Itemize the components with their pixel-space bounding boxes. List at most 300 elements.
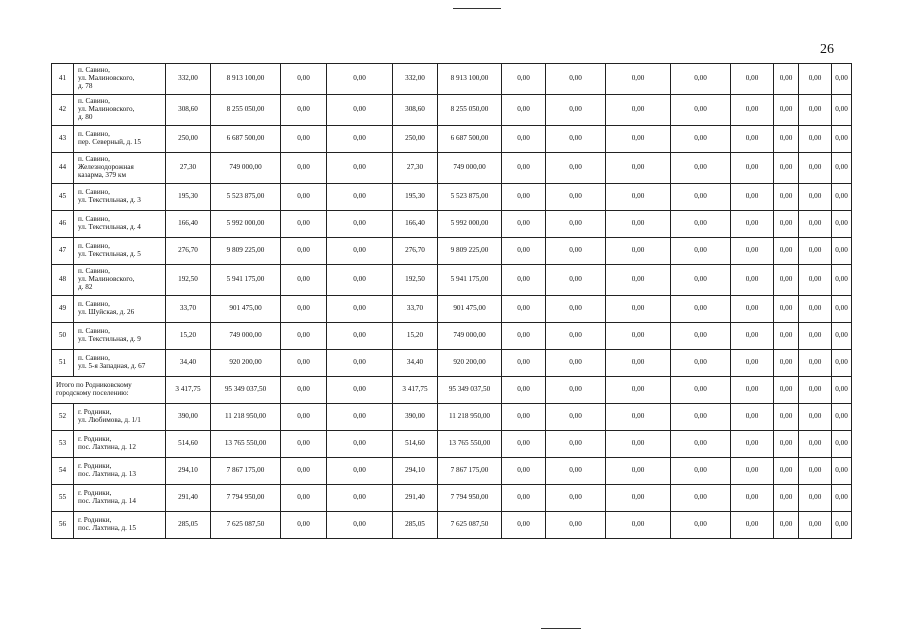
value-cell: 9 809 225,00 [438,238,502,265]
value-cell: 0,00 [502,512,546,539]
value-cell: 0,00 [774,296,799,323]
table-row [52,404,852,431]
value-cell: 166,40 [166,211,211,238]
value-cell: 0,00 [606,265,671,296]
value-cell: 0,00 [671,126,731,153]
value-cell: 0,00 [502,458,546,485]
value-cell: 0,00 [546,485,606,512]
value-cell: 0,00 [606,64,671,95]
value-cell: 0,00 [671,184,731,211]
value-cell: 0,00 [546,431,606,458]
value-cell: 0,00 [832,265,852,296]
value-cell: 294,10 [393,458,438,485]
value-cell: 0,00 [774,64,799,95]
value-cell: 0,00 [546,238,606,265]
value-cell: 285,05 [166,512,211,539]
address-line: ул. Малиновского, [78,105,135,114]
value-cell: 9 809 225,00 [211,238,281,265]
value-cell: 0,00 [799,350,832,377]
value-cell: 0,00 [327,458,393,485]
value-cell: 0,00 [774,126,799,153]
table-row [52,211,852,238]
total-value-cell: 0,00 [774,377,799,404]
table-row [52,184,852,211]
table-row [52,95,852,126]
value-cell: 5 523 875,00 [438,184,502,211]
row-number-cell: 47 [52,238,74,265]
address-line: п. Савино, [78,300,110,309]
total-value-cell: 0,00 [281,377,327,404]
address-cell [74,211,166,238]
total-value-cell: 0,00 [832,377,852,404]
value-cell: 0,00 [774,153,799,184]
address-line: ул. Любимова, д. 1/1 [78,416,141,424]
value-cell: 0,00 [671,153,731,184]
address-cell [74,238,166,265]
value-cell: 0,00 [502,265,546,296]
bottom-rule [541,628,581,629]
total-value-cell: 3 417,75 [393,377,438,404]
value-cell: 0,00 [606,431,671,458]
value-cell: 8 913 100,00 [438,64,502,95]
value-cell: 276,70 [166,238,211,265]
table-row [52,64,852,95]
value-cell: 0,00 [606,458,671,485]
value-cell: 0,00 [832,404,852,431]
value-cell: 0,00 [281,265,327,296]
value-cell: 0,00 [327,512,393,539]
value-cell: 5 941 175,00 [211,265,281,296]
address-cell [74,431,166,458]
value-cell: 0,00 [774,404,799,431]
address-line: пер. Северный, д. 15 [78,138,141,146]
value-cell: 0,00 [671,485,731,512]
value-cell: 0,00 [327,431,393,458]
value-cell: 920 200,00 [211,350,281,377]
value-cell: 0,00 [281,95,327,126]
row-number-cell: 48 [52,265,74,296]
value-cell: 0,00 [327,323,393,350]
value-cell: 308,60 [393,95,438,126]
value-cell: 0,00 [281,153,327,184]
value-cell: 0,00 [731,238,774,265]
row-number-cell: 46 [52,211,74,238]
row-number-cell: 49 [52,296,74,323]
value-cell: 0,00 [832,431,852,458]
value-cell: 195,30 [393,184,438,211]
value-cell: 0,00 [606,95,671,126]
row-number-cell: 54 [52,458,74,485]
value-cell: 0,00 [832,184,852,211]
value-cell: 514,60 [166,431,211,458]
address-line: д. 82 [78,282,93,291]
value-cell: 0,00 [606,404,671,431]
row-number-cell: 41 [52,64,74,95]
value-cell: 291,40 [166,485,211,512]
value-cell: 0,00 [671,238,731,265]
value-cell: 7 867 175,00 [211,458,281,485]
table-row [52,431,852,458]
value-cell: 0,00 [281,485,327,512]
table-row [52,458,852,485]
value-cell: 0,00 [327,404,393,431]
value-cell: 0,00 [606,296,671,323]
value-cell: 0,00 [546,211,606,238]
table-row [52,323,852,350]
value-cell: 0,00 [671,323,731,350]
value-cell: 0,00 [327,485,393,512]
value-cell: 0,00 [671,64,731,95]
value-cell: 0,00 [502,431,546,458]
value-cell: 0,00 [502,126,546,153]
value-cell: 0,00 [671,512,731,539]
value-cell: 749 000,00 [211,153,281,184]
value-cell: 166,40 [393,211,438,238]
address-line: п. Савино, [78,188,110,197]
value-cell: 7 625 087,50 [211,512,281,539]
value-cell: 0,00 [327,64,393,95]
value-cell: 0,00 [546,458,606,485]
value-cell: 7 794 950,00 [438,485,502,512]
value-cell: 749 000,00 [438,323,502,350]
value-cell: 11 218 950,00 [211,404,281,431]
address-line: г. Родники, [78,489,112,498]
value-cell: 250,00 [166,126,211,153]
row-number-cell: 52 [52,404,74,431]
address-line: п. Савино, [78,242,110,251]
value-cell: 0,00 [774,431,799,458]
address-cell [74,485,166,512]
address-line: г. Родники, [78,516,112,525]
value-cell: 0,00 [799,512,832,539]
address-line: ул. Текстильная, д. 5 [78,250,141,258]
value-cell: 7 867 175,00 [438,458,502,485]
total-value-cell: 0,00 [799,377,832,404]
value-cell: 0,00 [799,265,832,296]
total-row [52,377,852,404]
address-line: п. Савино, [78,354,110,363]
address-line: п. Савино, [78,97,110,106]
value-cell: 0,00 [774,512,799,539]
value-cell: 0,00 [671,458,731,485]
address-line: п. Савино, [78,66,110,75]
value-cell: 27,30 [393,153,438,184]
value-cell: 0,00 [799,126,832,153]
address-line: г. Родники, [78,408,112,417]
value-cell: 0,00 [606,238,671,265]
value-cell: 0,00 [502,323,546,350]
value-cell: 0,00 [774,458,799,485]
value-cell: 0,00 [799,211,832,238]
address-line: пос. Лахтина, д. 13 [78,470,136,478]
value-cell: 0,00 [832,323,852,350]
value-cell: 0,00 [832,126,852,153]
value-cell: 0,00 [327,265,393,296]
value-cell: 0,00 [774,265,799,296]
value-cell: 0,00 [546,126,606,153]
value-cell: 0,00 [731,323,774,350]
value-cell: 5 523 875,00 [211,184,281,211]
value-cell: 0,00 [502,184,546,211]
value-cell: 250,00 [393,126,438,153]
value-cell: 0,00 [606,184,671,211]
table-row [52,153,852,184]
value-cell: 0,00 [327,350,393,377]
value-cell: 0,00 [731,184,774,211]
value-cell: 0,00 [502,64,546,95]
value-cell: 0,00 [606,350,671,377]
value-cell: 332,00 [166,64,211,95]
address-cell [74,458,166,485]
table-row [52,296,852,323]
value-cell: 0,00 [832,153,852,184]
value-cell: 514,60 [393,431,438,458]
value-cell: 34,40 [393,350,438,377]
address-line: пос. Лахтина, д. 12 [78,443,136,451]
address-line: пос. Лахтина, д. 15 [78,524,136,532]
value-cell: 0,00 [546,404,606,431]
value-cell: 8 913 100,00 [211,64,281,95]
value-cell: 0,00 [502,296,546,323]
row-number-cell: 51 [52,350,74,377]
value-cell: 0,00 [546,512,606,539]
table-row [52,126,852,153]
row-number-cell: 42 [52,95,74,126]
value-cell: 0,00 [731,153,774,184]
address-line: ул. Малиновского, [78,275,135,284]
value-cell: 0,00 [546,350,606,377]
value-cell: 390,00 [166,404,211,431]
value-cell: 8 255 050,00 [438,95,502,126]
value-cell: 0,00 [546,95,606,126]
address-line: ул. 5-я Западная, д. 67 [78,362,146,370]
value-cell: 15,20 [166,323,211,350]
value-cell: 291,40 [393,485,438,512]
value-cell: 0,00 [731,512,774,539]
value-cell: 0,00 [832,95,852,126]
row-number-cell: 56 [52,512,74,539]
value-cell: 0,00 [799,485,832,512]
row-number-cell: 50 [52,323,74,350]
value-cell: 7 625 087,50 [438,512,502,539]
value-cell: 0,00 [799,431,832,458]
value-cell: 0,00 [774,238,799,265]
total-value-cell: 0,00 [502,377,546,404]
total-value-cell: 3 417,75 [166,377,211,404]
total-value-cell: 95 349 037,50 [211,377,281,404]
value-cell: 0,00 [327,184,393,211]
value-cell: 34,40 [166,350,211,377]
address-line: ул. Текстильная, д. 9 [78,335,141,343]
value-cell: 0,00 [799,238,832,265]
value-cell: 8 255 050,00 [211,95,281,126]
value-cell: 390,00 [393,404,438,431]
value-cell: 0,00 [606,323,671,350]
value-cell: 0,00 [546,323,606,350]
total-value-cell: 0,00 [671,377,731,404]
value-cell: 0,00 [327,296,393,323]
value-cell: 0,00 [502,95,546,126]
value-cell: 192,50 [166,265,211,296]
value-cell: 0,00 [731,95,774,126]
value-cell: 0,00 [731,126,774,153]
value-cell: 0,00 [731,296,774,323]
address-line: п. Савино, [78,130,110,139]
value-cell: 6 687 500,00 [438,126,502,153]
total-value-cell: 0,00 [327,377,393,404]
value-cell: 0,00 [832,238,852,265]
value-cell: 0,00 [774,211,799,238]
value-cell: 749 000,00 [438,153,502,184]
value-cell: 0,00 [546,153,606,184]
table-row [52,512,852,539]
value-cell: 0,00 [832,296,852,323]
value-cell: 0,00 [281,184,327,211]
table-row [52,265,852,296]
address-line: ул. Малиновского, [78,74,135,83]
value-cell: 13 765 550,00 [211,431,281,458]
value-cell: 0,00 [799,153,832,184]
value-cell: 0,00 [731,265,774,296]
value-cell: 5 992 000,00 [438,211,502,238]
row-number-cell: 45 [52,184,74,211]
value-cell: 0,00 [774,95,799,126]
address-line: п. Савино, [78,327,110,336]
value-cell: 0,00 [799,323,832,350]
address-cell [74,95,166,126]
value-cell: 0,00 [327,95,393,126]
address-line: г. Родники, [78,462,112,471]
value-cell: 0,00 [774,184,799,211]
total-label-cell: Итого по Родниковскому городскому поселению: [52,377,166,404]
row-number-cell: 43 [52,126,74,153]
housing-table [51,63,852,539]
address-line: д. 78 [78,81,93,90]
value-cell: 0,00 [281,350,327,377]
address-line: д. 80 [78,112,93,121]
value-cell: 0,00 [546,184,606,211]
value-cell: 0,00 [731,404,774,431]
page-number: 26 [820,42,834,57]
row-number-cell: 53 [52,431,74,458]
value-cell: 901 475,00 [211,296,281,323]
value-cell: 0,00 [502,404,546,431]
total-value-cell: 0,00 [606,377,671,404]
address-line: ул. Шуйская, д. 26 [78,308,135,316]
address-cell [74,64,166,95]
total-value-cell: 0,00 [731,377,774,404]
value-cell: 0,00 [502,238,546,265]
value-cell: 27,30 [166,153,211,184]
address-line: п. Савино, [78,155,110,164]
value-cell: 0,00 [281,126,327,153]
value-cell: 0,00 [606,512,671,539]
value-cell: 0,00 [832,458,852,485]
address-cell [74,296,166,323]
value-cell: 332,00 [393,64,438,95]
value-cell: 285,05 [393,512,438,539]
value-cell: 13 765 550,00 [438,431,502,458]
value-cell: 0,00 [606,126,671,153]
table-row [52,238,852,265]
value-cell: 0,00 [731,431,774,458]
total-value-cell: 95 349 037,50 [438,377,502,404]
value-cell: 5 992 000,00 [211,211,281,238]
value-cell: 192,50 [393,265,438,296]
value-cell: 0,00 [606,211,671,238]
value-cell: 0,00 [774,485,799,512]
value-cell: 0,00 [502,350,546,377]
row-number-cell: 44 [52,153,74,184]
value-cell: 0,00 [502,211,546,238]
value-cell: 0,00 [671,404,731,431]
value-cell: 0,00 [832,64,852,95]
value-cell: 7 794 950,00 [211,485,281,512]
address-cell [74,265,166,296]
value-cell: 276,70 [393,238,438,265]
value-cell: 33,70 [166,296,211,323]
address-cell [74,404,166,431]
value-cell: 0,00 [606,153,671,184]
value-cell: 0,00 [281,296,327,323]
value-cell: 0,00 [281,404,327,431]
value-cell: 0,00 [671,95,731,126]
value-cell: 15,20 [393,323,438,350]
address-line: ул. Текстильная, д. 3 [78,196,141,204]
value-cell: 901 475,00 [438,296,502,323]
value-cell: 0,00 [502,485,546,512]
value-cell: 0,00 [799,296,832,323]
value-cell: 0,00 [281,238,327,265]
value-cell: 0,00 [799,95,832,126]
value-cell: 0,00 [281,323,327,350]
value-cell: 920 200,00 [438,350,502,377]
value-cell: 0,00 [281,431,327,458]
value-cell: 0,00 [774,350,799,377]
value-cell: 0,00 [671,265,731,296]
address-line: г. Родники, [78,435,112,444]
value-cell: 294,10 [166,458,211,485]
value-cell: 0,00 [731,350,774,377]
value-cell: 0,00 [832,512,852,539]
value-cell: 0,00 [731,485,774,512]
table-row [52,485,852,512]
address-line: п. Савино, [78,267,110,276]
value-cell: 0,00 [671,296,731,323]
total-value-cell: 0,00 [546,377,606,404]
address-line: ул. Текстильная, д. 4 [78,223,141,231]
value-cell: 0,00 [832,485,852,512]
value-cell: 0,00 [671,350,731,377]
value-cell: 195,30 [166,184,211,211]
value-cell: 0,00 [502,153,546,184]
value-cell: 0,00 [281,64,327,95]
value-cell: 0,00 [327,126,393,153]
value-cell: 0,00 [799,458,832,485]
top-rule [453,8,501,9]
value-cell: 0,00 [731,458,774,485]
value-cell: 6 687 500,00 [211,126,281,153]
address-cell [74,323,166,350]
value-cell: 0,00 [832,350,852,377]
address-line: пос. Лахтина, д. 14 [78,497,136,505]
address-cell [74,126,166,153]
address-line: Железнодорожная [78,163,134,172]
value-cell: 0,00 [327,153,393,184]
row-number-cell: 55 [52,485,74,512]
value-cell: 0,00 [799,184,832,211]
value-cell: 0,00 [327,211,393,238]
